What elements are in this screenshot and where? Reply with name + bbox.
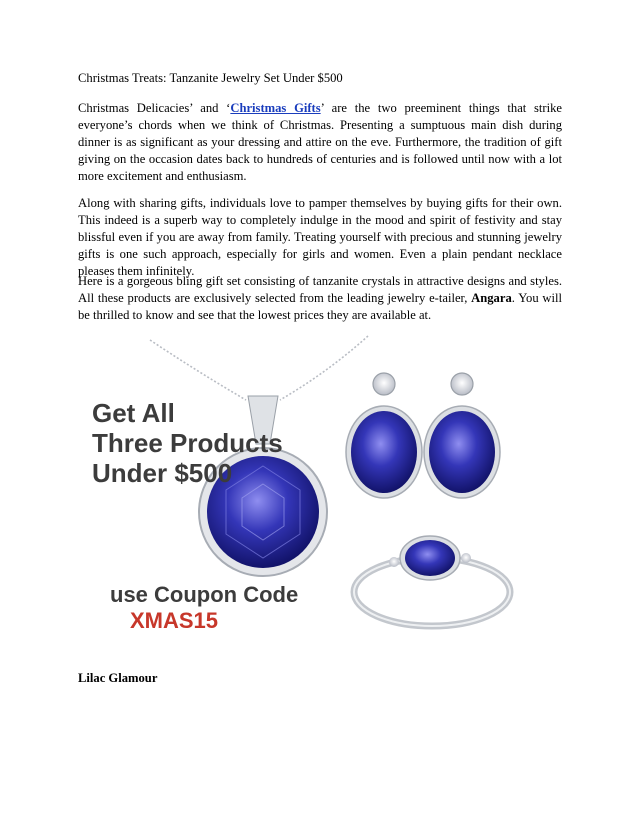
paragraph-intro-end: ’ are the two preeminent things that strike everyone’s chords when we think of Christmas. Presenting a sumptuous main dish during dinner is as significant as your dressing and attire on the eve. Furthermore, the tradition of gift giving on the occasion dates back to hundreds of centuries and is followed until now with a lot more excitement and enthusiasm.: [78, 101, 563, 183]
promo-headline-line2: Three Products: [92, 428, 283, 458]
necklace-chain: [150, 336, 368, 400]
earring-left: [346, 373, 422, 498]
promo-headline-line1: Get All: [92, 398, 175, 428]
document-title: Christmas Treats: Tanzanite Jewelry Set Under $500: [78, 71, 343, 85]
christmas-gifts-link[interactable]: Christmas Gifts: [230, 101, 321, 115]
paragraph-gift-set-start: Here is a gorgeous bling gift set consisting of tanzanite crystals in attractive designs and styles. All these products are exclusively selected from the leading jewelry e-tailer,: [78, 274, 562, 305]
ring: [354, 536, 510, 626]
paragraph-gift-set-end: . You will be thrilled to know and see that the lowest prices they are available at.: [78, 291, 563, 322]
promo-image: [78, 332, 562, 650]
paragraph-pamper: Along with sharing gifts, individuals love to pamper themselves by buying gifts for their own. This indeed is a superb way to completely indulge in the mood and spirit of festivity and stay blissful even if you are away from family. Treating yourself with precious and stunning jewelry gifts is one such approach, especially for girls and women. Even a plain pendant necklace pleases them infinitely.: [78, 196, 562, 278]
retailer-name: Angara: [471, 291, 512, 305]
earring-right: [424, 373, 500, 498]
paragraph-gift-set: [78, 273, 562, 324]
coupon-code: XMAS15: [130, 608, 219, 633]
section-heading: Lilac Glamour: [78, 671, 158, 685]
paragraph-intro-start: Christmas Delicacies’ and ‘: [78, 101, 231, 115]
coupon-label: use Coupon Code: [110, 582, 299, 607]
promo-headline-line3: Under $500: [92, 458, 233, 488]
paragraph-intro: [78, 100, 562, 185]
